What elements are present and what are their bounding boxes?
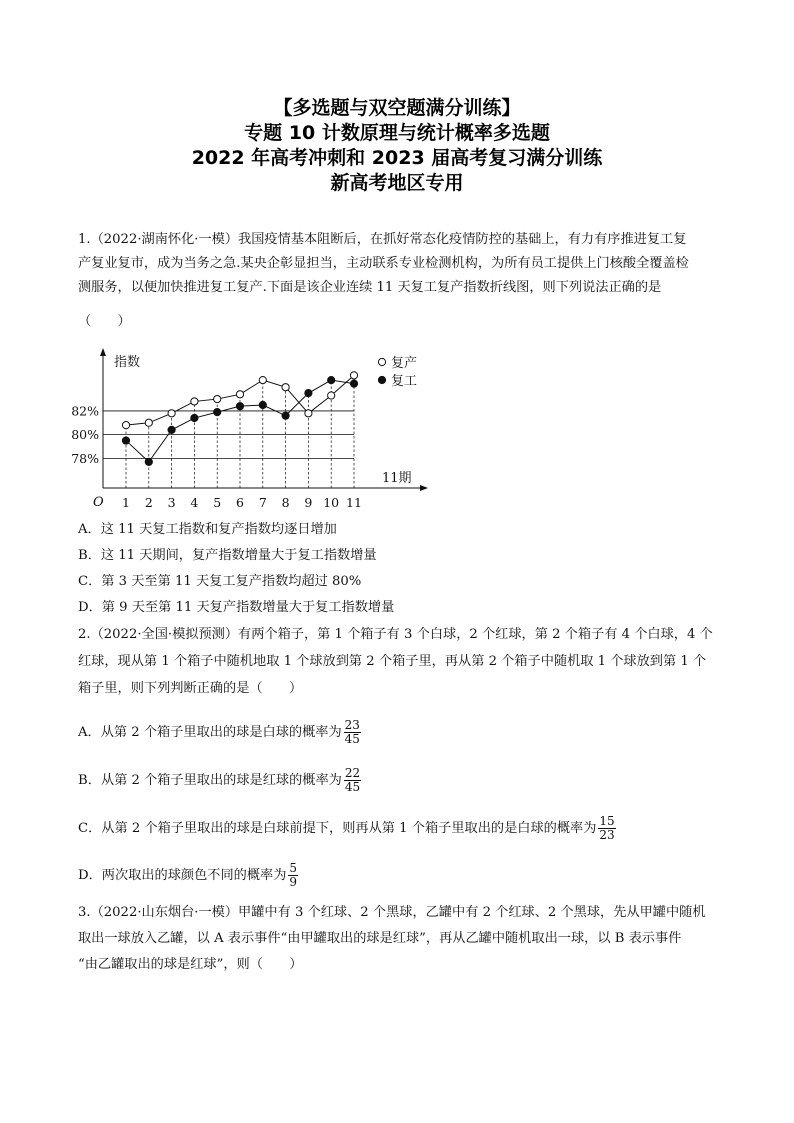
- chart-grid: [103, 375, 354, 488]
- fraction-denominator: 45: [344, 732, 360, 746]
- title-line-3: 2022 年高考冲刺和 2023 届高考复习满分训练: [191, 147, 603, 169]
- title-line-2: 专题 10 计数原理与统计概率多选题: [244, 122, 550, 144]
- series-0-point: [236, 391, 243, 398]
- series-1-point: [328, 376, 335, 383]
- x-tick-label: 3: [167, 495, 176, 510]
- y-tick-label: 80%: [71, 427, 99, 443]
- series-1-point: [282, 412, 289, 419]
- series-0-point: [305, 410, 312, 417]
- fraction-numerator: 23: [344, 718, 360, 732]
- q3-text-line-2: 取出一球放入乙罐，以 A 表示事件“由甲罐取出的球是红球”，再从乙罐中随机取出一球，以 B 表示事件: [78, 931, 682, 946]
- q2-text-line-1: 2.（2022·全国·模拟预测）有两个箱子，第 1 个箱子有 3 个白球，2 个红球，第 2 个箱子有 4 个白球，4 个: [78, 627, 713, 642]
- chart-axes: [93, 348, 428, 510]
- legend-marker-series-1: [378, 376, 385, 383]
- series-0-point: [122, 422, 129, 429]
- series-1-point: [145, 458, 152, 465]
- series-0-point: [350, 372, 357, 379]
- q2-option-b: [78, 767, 361, 794]
- legend-label-series-0: 复产: [391, 356, 418, 371]
- series-0-point: [328, 392, 335, 399]
- q2-option-a: [78, 719, 361, 746]
- q2-option-c: [78, 815, 616, 842]
- index-line-chart: [71, 346, 438, 514]
- chart-tick-labels: [71, 403, 362, 510]
- series-0-point: [145, 419, 152, 426]
- x-tick-label: 6: [236, 495, 244, 510]
- x-tick-label: 7: [258, 495, 267, 510]
- q1-option-c: C．第 3 天至第 11 天复工复产指数均超过 80%: [78, 574, 362, 589]
- q3-text-line-1: 3.（2022·山东烟台·一模）甲罐中有 3 个红球、2 个黑球，乙罐中有 2 个红球、2 个黑球，先从甲罐中随机: [78, 905, 706, 920]
- q2-option-a-text: A．从第 2 个箱子里取出的球是白球的概率为: [78, 725, 342, 740]
- series-0-point: [259, 376, 266, 383]
- series-1-point: [236, 403, 243, 410]
- series-1-point: [191, 414, 198, 421]
- series-0-point: [214, 395, 221, 402]
- q1-text-line-2: 产复业复市，成为当务之急.某央企彰显担当，主动联系专业检测机构，为所有员工提供上门核酸全覆盖检: [78, 256, 689, 271]
- q1-option-a: A．这 11 天复工指数和复产指数均逐日增加: [78, 522, 337, 537]
- q2-option-d-fraction: [288, 862, 298, 889]
- legend-label-series-1: 复工: [391, 374, 418, 389]
- q2-option-d: [78, 862, 298, 889]
- x-axis-arrow: [420, 485, 428, 491]
- fraction-denominator: 23: [599, 828, 615, 842]
- y-axis-label: 指数: [114, 355, 141, 370]
- origin-label: O: [93, 495, 104, 510]
- chart-legend: [378, 355, 417, 389]
- series-0-point: [168, 410, 175, 417]
- series-1-point: [168, 426, 175, 433]
- q2-text-line-2: 红球，现从第 1 个箱子中随机地取 1 个球放到第 2 个箱子里，再从第 2 个箱子中随机取 1 个球放到第 1 个: [78, 654, 707, 669]
- fraction-numerator: 15: [599, 814, 615, 828]
- q3-text-line-3: “由乙罐取出的球是红球”，则（ ）: [78, 957, 303, 972]
- q1-option-b: B．这 11 天期间，复产指数增量大于复工指数增量: [78, 548, 377, 563]
- y-axis-arrow: [100, 348, 106, 356]
- fraction-numerator: 22: [344, 766, 361, 780]
- q2-option-d-text: D．两次取出的球颜色不同的概率为: [78, 868, 287, 883]
- q2-option-b-text: B．从第 2 个箱子里取出的球是红球的概率为: [78, 773, 342, 788]
- q2-option-c-fraction: [598, 815, 615, 842]
- legend-marker-series-0: [378, 358, 385, 365]
- x-axis-label: 11期: [382, 471, 412, 486]
- x-tick-label: 4: [190, 495, 199, 510]
- q1-text-line-1: 1.（2022·湖南怀化·一模）我国疫情基本阻断后，在抓好常态化疫情防控的基础上，有力有序推进复工复: [78, 232, 687, 247]
- series-0-point: [191, 398, 198, 405]
- q1-text-line-3: 测服务，以便加快推进复工复产.下面是该企业连续 11 天复工复产指数折线图，则下列说法正确的是: [78, 280, 662, 295]
- series-0-point: [282, 384, 289, 391]
- x-tick-label: 2: [144, 495, 153, 510]
- fraction-denominator: 45: [344, 780, 361, 794]
- q1-option-d: D．第 9 天至第 11 天复产指数增量大于复工指数增量: [78, 600, 395, 615]
- series-1-point: [305, 390, 312, 397]
- series-1-point: [350, 380, 357, 387]
- x-tick-label: 10: [323, 495, 340, 510]
- title-line-4: 新高考地区专用: [330, 172, 464, 194]
- fraction-denominator: 9: [289, 875, 298, 889]
- x-tick-label: 8: [281, 495, 290, 510]
- title-block: [0, 96, 794, 196]
- q2-option-a-fraction: [344, 719, 361, 746]
- x-tick-label: 9: [304, 495, 313, 510]
- q2-option-b-fraction: [344, 767, 361, 794]
- title-line-1: 【多选题与双空题满分训练】: [273, 97, 521, 119]
- y-tick-label: 82%: [71, 403, 99, 419]
- y-tick-label: 78%: [71, 450, 99, 466]
- series-1-point: [259, 401, 266, 408]
- x-tick-label: 11: [346, 495, 362, 510]
- q2-option-c-text: C．从第 2 个箱子里取出的球是白球前提下，则再从第 1 个箱子里取出的是白球的概率为: [78, 821, 597, 836]
- q2-text-line-3: 箱子里，则下列判断正确的是（ ）: [78, 681, 303, 696]
- q1-answer-bracket: （ ）: [78, 314, 131, 329]
- x-tick-label: 5: [213, 495, 222, 510]
- series-1-point: [214, 409, 221, 416]
- x-tick-label: 1: [122, 495, 130, 510]
- series-1-point: [122, 437, 129, 444]
- fraction-numerator: 5: [289, 861, 298, 875]
